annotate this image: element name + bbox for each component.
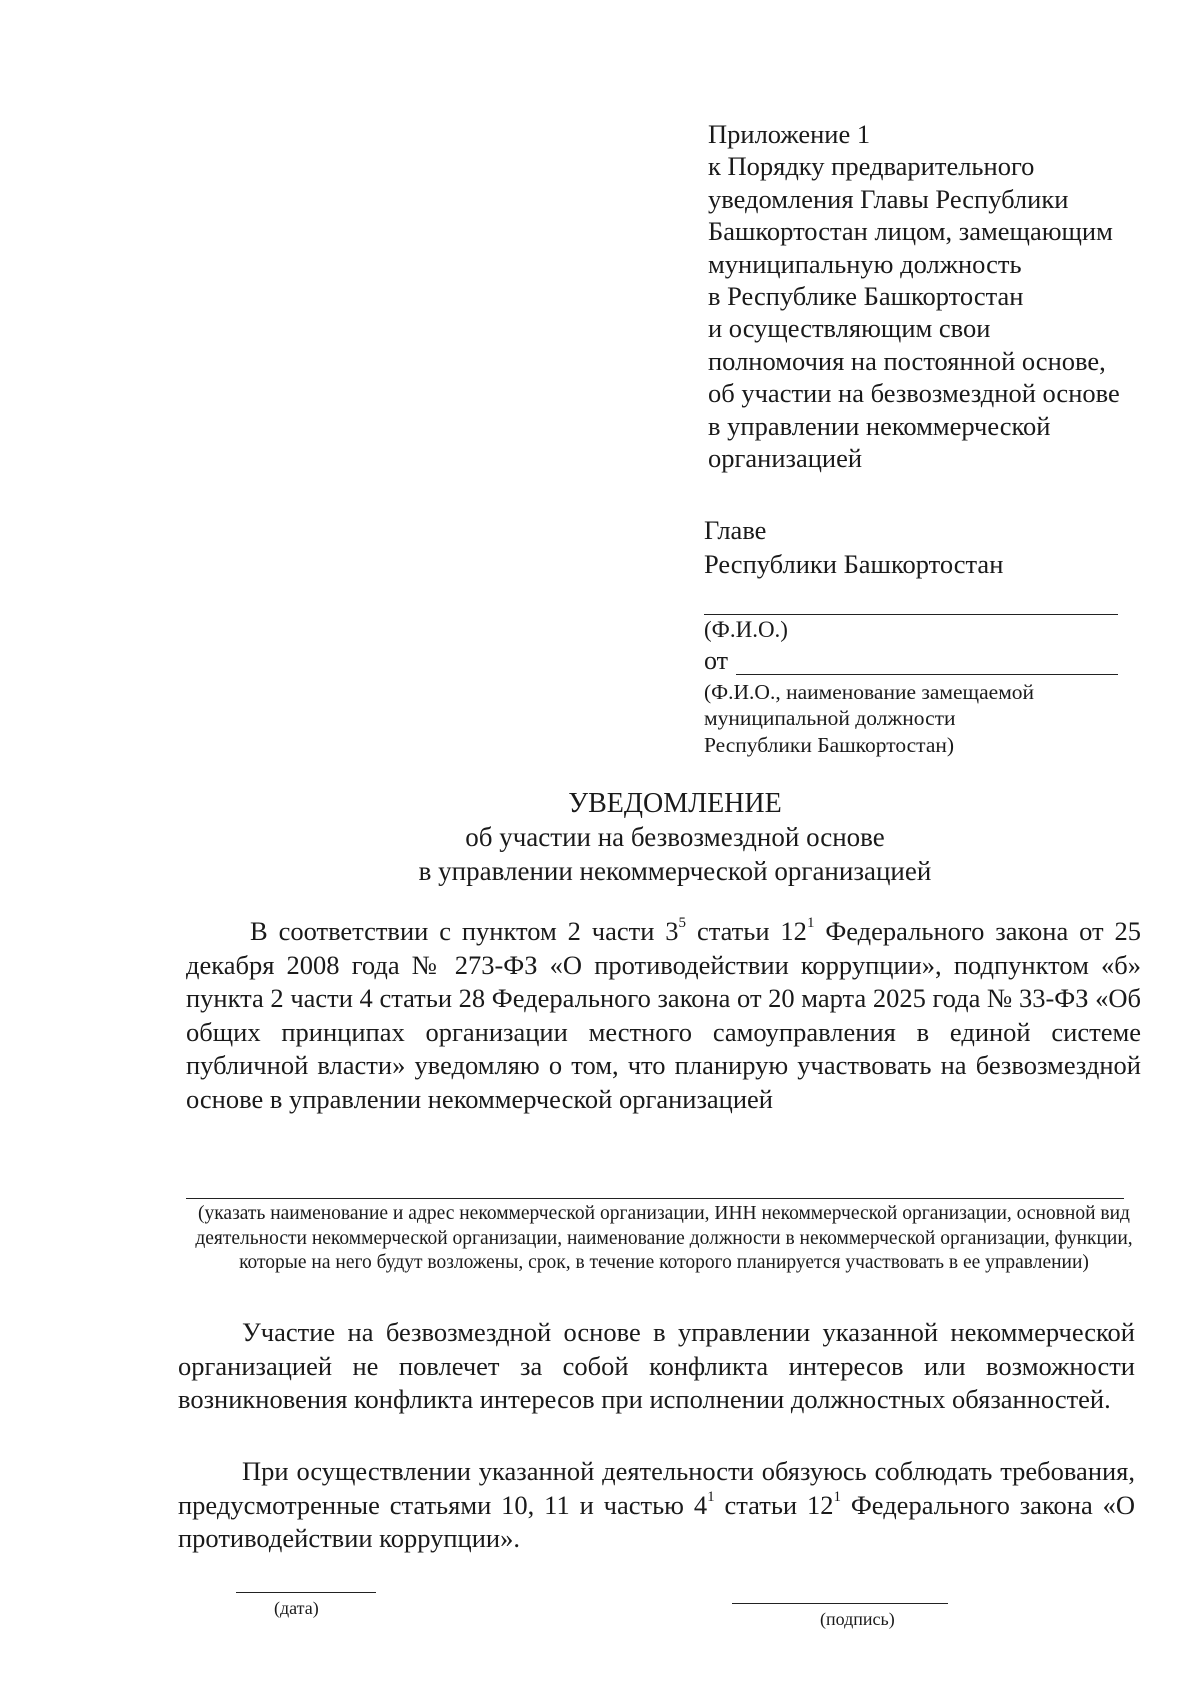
superscript: 1 xyxy=(707,1488,715,1505)
sender-caption-line: муниципальной должности xyxy=(704,706,956,730)
document-subtitle: об участии на безвозмездной основе xyxy=(465,822,885,852)
sender-caption-line: Республики Башкортостан) xyxy=(704,733,955,757)
appendix-line: об участии на безвозмездной основе xyxy=(708,378,1120,409)
appendix-header xyxy=(708,118,1178,474)
organization-details-line xyxy=(186,1198,1124,1199)
appendix-line: в управлении некоммерческой xyxy=(708,410,1051,441)
date-line xyxy=(236,1592,376,1593)
body-paragraph-2 xyxy=(178,1316,1135,1417)
addressee-block xyxy=(704,513,1174,581)
organization-details-caption: (указать наименование и адрес некоммерческой организации, ИНН некоммерческой организации, основной вид деятельности некоммерческой организации, наименование должности в некоммерческой организации, функции, которые на него будут возложены, срок, в течение которого планируется участвовать в ее управлении) xyxy=(195,1203,1133,1274)
appendix-line: и осуществляющим свои xyxy=(708,313,991,344)
appendix-line: уведомления Главы Республики xyxy=(708,183,1069,214)
superscript: 5 xyxy=(678,915,687,932)
appendix-line: организацией xyxy=(708,443,863,474)
superscript: 1 xyxy=(806,915,815,932)
appendix-line: муниципальную должность xyxy=(708,248,1022,279)
sender-caption-line: (Ф.И.О., наименование замещаемой xyxy=(704,680,1035,704)
appendix-line: в Республике Башкортостан xyxy=(708,281,1024,312)
paragraph-text: Федерального закона от 25 декабря 2008 года № 273-ФЗ «О противодействии коррупции», подпунктом «б» пункта 2 части 4 статьи 28 Федерального закона от 20 марта 2025 года № 33-ФЗ «Об общих принципах организации местного самоуправления в единой системе публичной власти» уведомляю о том, что планирую участвовать на безвозмездной основе в управлении некоммерческой организацией xyxy=(186,916,1141,1114)
signature-line xyxy=(732,1603,948,1604)
from-label: от xyxy=(704,646,729,675)
date-caption: (дата) xyxy=(274,1598,319,1618)
document-title: УВЕДОМЛЕНИЕ xyxy=(568,788,782,819)
signature-caption: (подпись) xyxy=(820,1609,895,1629)
appendix-line: к Порядку предварительного xyxy=(708,151,1035,182)
paragraph-text: статьи 12 xyxy=(686,916,807,946)
paragraph-text: При осуществлении указанной деятельности обязуюсь соблюдать требования, предусмотренные статьями 10, 11 и частью 4 xyxy=(178,1456,1135,1520)
addressee-title: Главе xyxy=(704,515,767,545)
paragraph-text: Федерального закона «О противодействии коррупции». xyxy=(178,1489,1135,1554)
paragraph-text: статьи 12 xyxy=(714,1489,834,1520)
body-paragraph-1 xyxy=(186,915,1141,1117)
appendix-line: Приложение 1 xyxy=(708,119,871,149)
appendix-line: Башкортостан лицом, замещающим xyxy=(708,216,1113,247)
superscript: 1 xyxy=(833,1488,841,1505)
recipient-fio-line xyxy=(704,614,1118,615)
recipient-fio-caption: (Ф.И.О.) xyxy=(704,617,788,642)
document-subtitle: в управлении некоммерческой организацией xyxy=(418,856,932,886)
paragraph-text: В соответствии с пунктом 2 части 3 xyxy=(250,916,679,946)
appendix-line: полномочия на постоянной основе, xyxy=(708,345,1106,376)
paragraph-text: Участие на безвозмездной основе в управлении указанной некоммерческой организацией не повлечет за собой конфликта интересов или возможности возникновения конфликта интересов при исполнении должностных обязанностей. xyxy=(178,1317,1135,1415)
body-paragraph-3 xyxy=(178,1455,1135,1556)
sender-line xyxy=(736,674,1118,675)
addressee-org: Республики Башкортостан xyxy=(704,549,1004,579)
